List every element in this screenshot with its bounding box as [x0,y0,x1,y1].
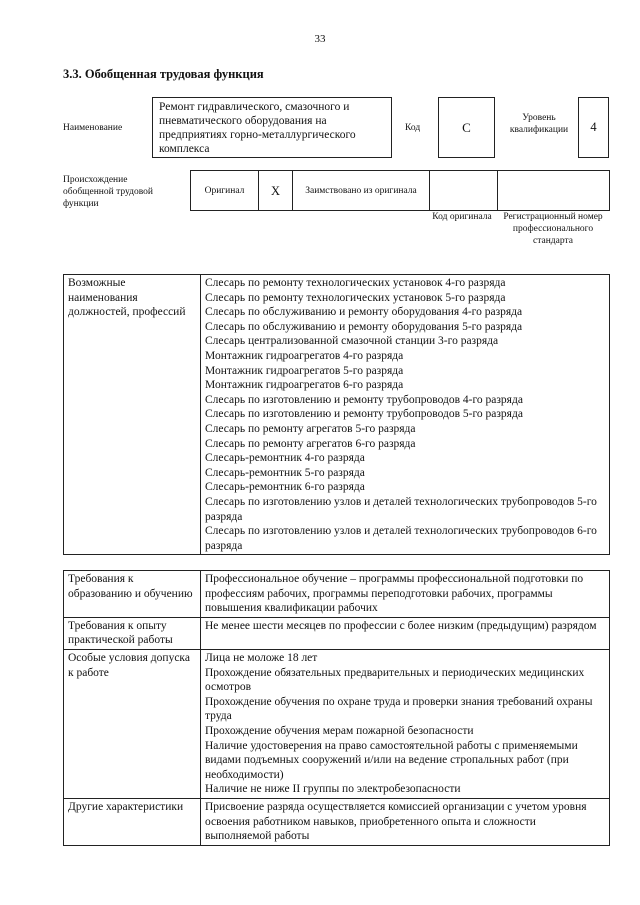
origin-row [190,170,610,211]
original-mark: X [259,171,293,210]
original-label: Оригинал [191,171,259,210]
borrowed-label: Заимствовано из оригинала [293,171,430,210]
positions-table [63,274,610,555]
requirement-label: Требования к образованию и обучению [64,571,201,618]
list-item: Слесарь по ремонту агрегатов 6-го разряда [205,437,416,450]
requirement-value [201,798,610,845]
table-row [64,649,610,798]
table-row [64,617,610,649]
list-item: Слесарь централизованной смазочной станции 3-го разряда [205,335,499,348]
section-title: 3.3. Обобщенная трудовая функция [63,67,264,81]
list-item: Монтажник гидроагрегатов 4-го разряда [205,349,404,362]
list-item: Слесарь по ремонту технологических установок 4-го разряда [205,277,506,289]
table-row [64,798,610,845]
requirement-line: Профессиональное обучение – программы профессиональной подготовки по профессиям рабочих, программы переподготовки рабочих, программы повышения квалификации рабочих [205,573,584,615]
list-item: Слесарь по изготовлению узлов и деталей технологических трубопроводов 5-го разряда [205,495,597,523]
requirement-line: Не менее шести месяцев по профессии с более низким (предыдущим) разрядом [205,619,597,632]
requirement-line: Наличие удостоверения на право самостоятельной работы с применяемыми видами подъемных сооружений и/или на ведение стропальных работ (при необходимости) [205,739,578,781]
requirement-line: Прохождение обучения мерам пожарной безопасности [205,724,474,737]
list-item: Слесарь по ремонту технологических установок 5-го разряда [205,291,506,304]
registration-number-cell [498,171,609,210]
requirement-line: Наличие не ниже II группы по электробезопасности [205,783,461,796]
qualification-level-label: Уровень квалификации [509,113,569,135]
qualification-level-value: 4 [578,97,609,158]
list-item: Слесарь-ремонтник 5-го разряда [205,466,365,479]
requirement-label: Особые условия допуска к работе [64,649,201,798]
requirement-label: Другие характеристики [64,798,201,845]
list-item: Слесарь по изготовлению узлов и деталей технологических трубопроводов 6-го разряда [205,525,597,552]
list-item: Слесарь по обслуживанию и ремонту оборудования 4-го разряда [205,306,523,319]
table-row [64,571,610,618]
positions-list [201,275,610,555]
list-item: Слесарь по изготовлению и ремонту трубопроводов 5-го разряда [205,408,523,421]
requirement-line: Прохождение обязательных предварительных и периодических медицинских осмотров [205,666,585,694]
requirement-label: Требования к опыту практической работы [64,617,201,649]
list-item: Монтажник гидроагрегатов 6-го разряда [205,379,404,392]
original-code-cell [430,171,498,210]
code-label: Код [405,123,421,133]
code-value: C [438,97,495,158]
name-label: Наименование [63,123,123,133]
requirement-value [201,617,610,649]
list-item: Монтажник гидроагрегатов 5-го разряда [205,364,404,377]
list-item: Слесарь по изготовлению и ремонту трубопроводов 4-го разряда [205,393,523,406]
positions-label: Возможные наименования должностей, профессий [64,275,201,555]
original-code-caption: Код оригинала [432,212,492,222]
list-item: Слесарь по обслуживанию и ремонту оборудования 5-го разряда [205,320,523,333]
requirement-line: Присвоение разряда осуществляется комиссией организации с учетом уровня освоения работником навыков, приобретенного опыта и сложности выполняемой работы [205,800,587,843]
origin-label: Происхождение обобщенной трудовой функции [63,175,153,209]
function-name-value: Ремонт гидравлического, смазочного и пневматического оборудования на предприятиях горно-металлургического комплекса [152,97,392,158]
requirement-value [201,571,610,618]
table-row [64,275,610,555]
list-item: Слесарь-ремонтник 6-го разряда [205,481,365,494]
requirement-line: Лица не моложе 18 лет [205,651,318,664]
page-number: 33 [314,33,326,45]
registration-number-caption: Регистрационный номер профессионального стандарта [503,212,603,246]
requirement-value [201,649,610,798]
list-item: Слесарь по ремонту агрегатов 5-го разряда [205,422,416,435]
list-item: Слесарь-ремонтник 4-го разряда [205,452,365,465]
requirement-line: Прохождение обучения по охране труда и проверки знания требований охраны труда [205,695,593,723]
requirements-table [63,570,610,846]
